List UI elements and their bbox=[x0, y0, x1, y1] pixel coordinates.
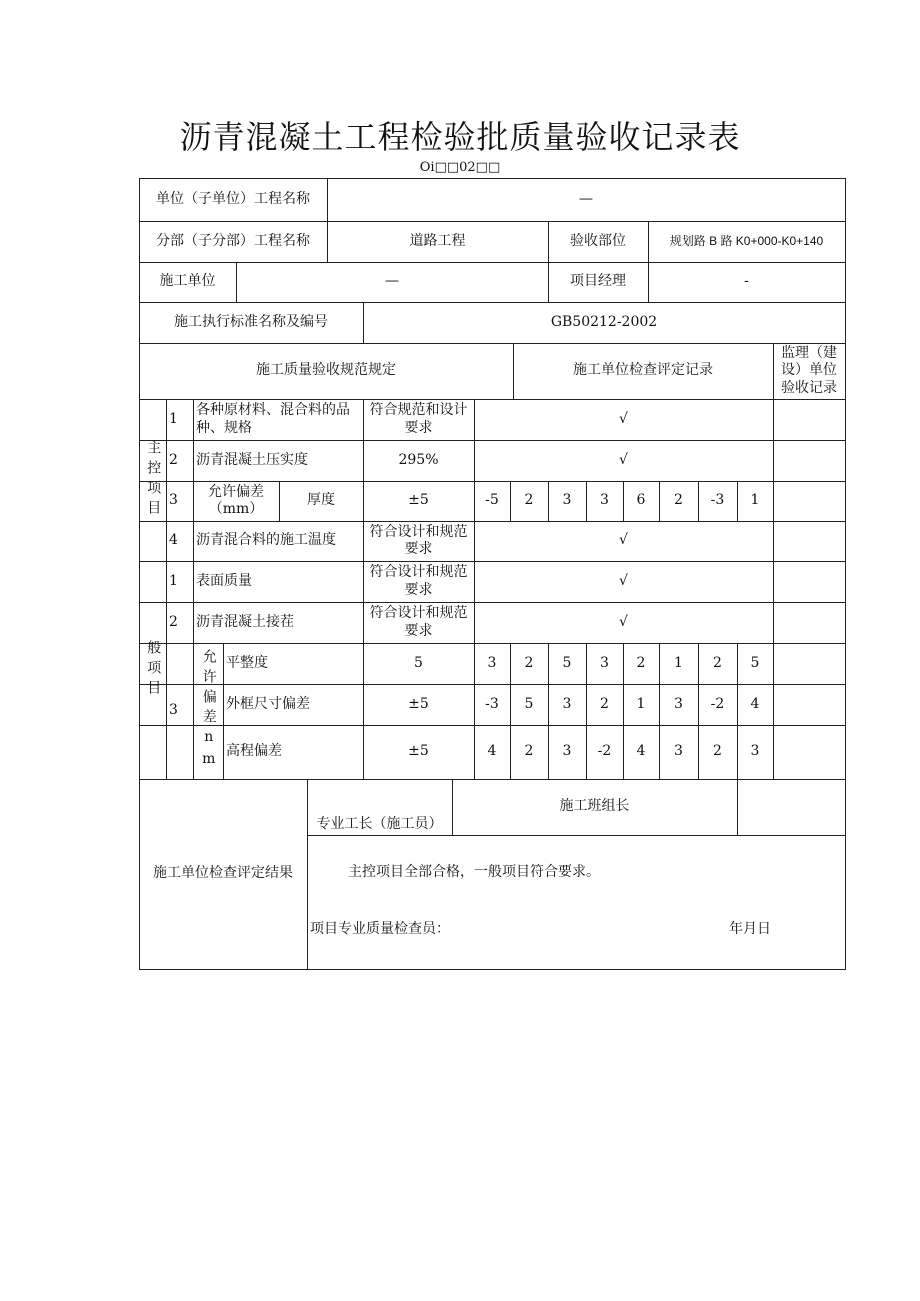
standard-value: GB50212-2002 bbox=[550, 313, 658, 330]
unit-label: 单位（子单位）工程名称 bbox=[156, 190, 310, 207]
part-label: 验收部位 bbox=[570, 232, 626, 249]
main-item3-value: 3 bbox=[600, 492, 609, 509]
main-item3-value: 3 bbox=[562, 492, 572, 509]
main-item-result: √ bbox=[619, 532, 628, 549]
general-item3-row-name: 外框尺寸偏差 bbox=[226, 695, 310, 712]
main-item3-value: 2 bbox=[674, 492, 683, 509]
general-item3-value: 4 bbox=[487, 743, 497, 760]
general-item3-value: 5 bbox=[562, 654, 572, 671]
general-item3-row-spec: ±5 bbox=[408, 743, 429, 760]
main-item3-sub: 厚度 bbox=[307, 492, 335, 509]
unit-value: — bbox=[579, 190, 593, 207]
general-item3-value: 3 bbox=[562, 743, 572, 760]
general-item3-value: 5 bbox=[524, 695, 534, 712]
division-value: 道路工程 bbox=[409, 232, 466, 249]
part-value: 规划路 B 路 K0+000-K0+140 bbox=[669, 234, 824, 248]
main-item-no: 2 bbox=[169, 451, 178, 468]
general-item3-no: 3 bbox=[169, 702, 178, 719]
general-item3-value: 2 bbox=[713, 743, 722, 760]
general-item3-row-spec: ±5 bbox=[408, 695, 429, 712]
team-leader-label: 施工班组长 bbox=[559, 798, 630, 815]
main-item3-value: 6 bbox=[636, 492, 646, 509]
general-group-label: 般项目 bbox=[145, 640, 162, 700]
general-item3-value: 3 bbox=[674, 743, 683, 760]
general-item3-value: 3 bbox=[600, 654, 609, 671]
manager-value: - bbox=[744, 273, 749, 290]
general-item3-value: 4 bbox=[636, 743, 646, 760]
main-item-spec: 符合规范和设计要求 bbox=[369, 402, 468, 436]
main-item3-spec: ±5 bbox=[408, 492, 429, 509]
main-item-name: 各种原材料、混合料的品种、规格 bbox=[196, 402, 350, 436]
col-supervisor: 监理（建设）单位验收记录 bbox=[781, 344, 837, 396]
general-item3-value: 2 bbox=[524, 743, 534, 760]
conclusion-text: 主控项目全部合格，一般项目符合要求。 bbox=[348, 863, 600, 880]
main-item3-no: 3 bbox=[169, 492, 178, 509]
general-item-result: √ bbox=[619, 572, 628, 589]
main-item-result: √ bbox=[619, 451, 628, 468]
main-item-spec: 符合设计和规范要求 bbox=[369, 523, 468, 557]
general-item3-value: -2 bbox=[597, 743, 612, 760]
main-item-no: 4 bbox=[169, 532, 178, 549]
main-item3-value: 2 bbox=[524, 492, 534, 509]
general-item3-row-name: 平整度 bbox=[226, 654, 268, 671]
general-item3-row-spec: 5 bbox=[414, 654, 423, 671]
main-item-name: 沥青混凝土压实度 bbox=[196, 451, 308, 468]
division-label: 分部（子分部）工程名称 bbox=[156, 232, 310, 249]
general-item3-value: 5 bbox=[750, 654, 760, 671]
general-item3-row-name: 高程偏差 bbox=[226, 743, 282, 760]
date-label: 年月日 bbox=[729, 921, 771, 938]
general-item3-value: 4 bbox=[750, 695, 760, 712]
general-item3-value: 1 bbox=[674, 654, 683, 671]
main-item-spec: 295% bbox=[398, 451, 439, 468]
contractor-label: 施工单位 bbox=[159, 273, 216, 290]
general-item3-value: 2 bbox=[600, 695, 609, 712]
main-item3-value: -3 bbox=[710, 492, 725, 509]
result-label: 施工单位检查评定结果 bbox=[153, 865, 293, 882]
general-item3-value: 3 bbox=[487, 654, 497, 671]
general-item3-label: 允许偏差nm bbox=[200, 649, 217, 773]
general-item3-value: 3 bbox=[674, 695, 683, 712]
main-item-no: 1 bbox=[169, 410, 178, 427]
general-item3-value: -2 bbox=[710, 695, 725, 712]
general-item-result: √ bbox=[619, 613, 628, 630]
main-item3-value: -5 bbox=[485, 492, 499, 509]
inspector-label: 项目专业质量检查员： bbox=[310, 921, 450, 938]
standard-label: 施工执行标准名称及编号 bbox=[174, 313, 328, 330]
general-item3-value: 2 bbox=[713, 654, 722, 671]
col-spec: 施工质量验收规范规定 bbox=[256, 362, 396, 379]
general-item3-value: -3 bbox=[485, 695, 499, 712]
main-item3-name: 允许偏差（mm） bbox=[208, 483, 264, 517]
form-title: 沥青混凝土工程检验批质量验收记录表 bbox=[179, 118, 741, 156]
general-item3-value: 2 bbox=[524, 654, 534, 671]
manager-label: 项目经理 bbox=[570, 273, 626, 290]
general-item-no: 2 bbox=[169, 613, 178, 630]
general-item-name: 沥青混凝土接茬 bbox=[196, 613, 294, 630]
main-item-name: 沥青混合料的施工温度 bbox=[196, 532, 336, 549]
main-item3-value: 1 bbox=[750, 492, 760, 509]
general-item-no: 1 bbox=[169, 572, 178, 589]
general-item-spec: 符合设计和规范要求 bbox=[369, 564, 468, 598]
general-item3-value: 3 bbox=[562, 695, 572, 712]
general-item3-value: 1 bbox=[636, 695, 646, 712]
form-code: Oi□□02□□ bbox=[419, 160, 501, 175]
main-group-label: 主控项目 bbox=[145, 440, 162, 520]
main-item-result: √ bbox=[619, 410, 628, 427]
general-item-name: 表面质量 bbox=[196, 572, 252, 589]
general-item3-value: 2 bbox=[636, 654, 646, 671]
col-check: 施工单位检查评定记录 bbox=[573, 362, 713, 379]
general-item-spec: 符合设计和规范要求 bbox=[369, 605, 468, 639]
foreman-label: 专业工长（施工员） bbox=[316, 815, 443, 832]
general-item3-value: 3 bbox=[750, 743, 760, 760]
contractor-value: — bbox=[385, 273, 399, 290]
